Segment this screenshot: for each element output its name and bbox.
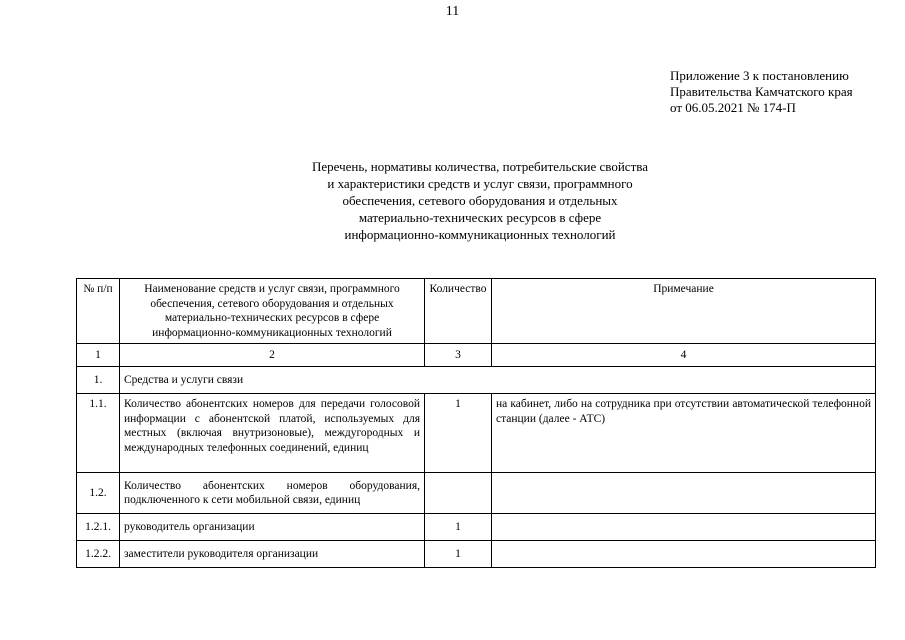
row-num: 1.2.2. [77, 541, 120, 568]
row-num: 1.2. [77, 473, 120, 514]
header-qty: Количество [425, 279, 492, 344]
title-line: обеспечения, сетевого оборудования и отдельных [342, 193, 618, 208]
appendix-block [670, 68, 853, 116]
appendix-line: от 06.05.2021 № 174-П [670, 100, 796, 115]
row-qty: 1 [425, 514, 492, 541]
appendix-line: Правительства Камчатского края [670, 84, 853, 99]
section-num: 1. [77, 367, 120, 394]
row-name: Количество абонентских номеров оборудования, подключенного к сети мобильной связи, единиц [120, 473, 425, 514]
row-num: 1.1. [77, 394, 120, 473]
title-line: материально-технических ресурсов в сфере [358, 210, 602, 225]
table-row [77, 514, 876, 541]
row-num: 1.2.1. [77, 514, 120, 541]
header-note: Примечание [492, 279, 876, 344]
page-number: 11 [445, 4, 460, 19]
row-name: Количество абонентских номеров для передачи голосовой информации с абонентской платой, используемых для местных (включая внутризоновые), междугородных и международных телефонных соединений, единиц [120, 394, 425, 473]
title-line: Перечень, нормативы количества, потребительские свойства [311, 159, 648, 174]
table-row [77, 473, 876, 514]
table-row [77, 394, 876, 473]
table-row [77, 541, 876, 568]
table-header-row [77, 279, 876, 344]
row-note [492, 514, 876, 541]
document-title [230, 158, 730, 243]
row-note [492, 541, 876, 568]
section-name: Средства и услуги связи [120, 367, 876, 394]
row-name: заместители руководителя организации [120, 541, 425, 568]
row-note [492, 473, 876, 514]
row-qty: 1 [425, 541, 492, 568]
norms-table [76, 278, 876, 568]
column-number: 1 [77, 344, 120, 367]
row-qty: 1 [425, 394, 492, 473]
title-line: и характеристики средств и услуг связи, программного [327, 176, 633, 191]
column-number-row [77, 344, 876, 367]
row-qty [425, 473, 492, 514]
header-num: № п/п [77, 279, 120, 344]
title-line: информационно-коммуникационных технологий [344, 227, 616, 242]
appendix-line: Приложение 3 к постановлению [670, 68, 849, 83]
column-number: 3 [425, 344, 492, 367]
column-number: 4 [492, 344, 876, 367]
header-name: Наименование средств и услуг связи, программного обеспечения, сетевого оборудования и отдельных материально-технических ресурсов в сфере информационно-коммуникационных технологий [120, 279, 425, 344]
section-row [77, 367, 876, 394]
column-number: 2 [120, 344, 425, 367]
row-name: руководитель организации [120, 514, 425, 541]
row-note: на кабинет, либо на сотрудника при отсутствии автоматической телефонной станции (далее - АТС) [492, 394, 876, 473]
